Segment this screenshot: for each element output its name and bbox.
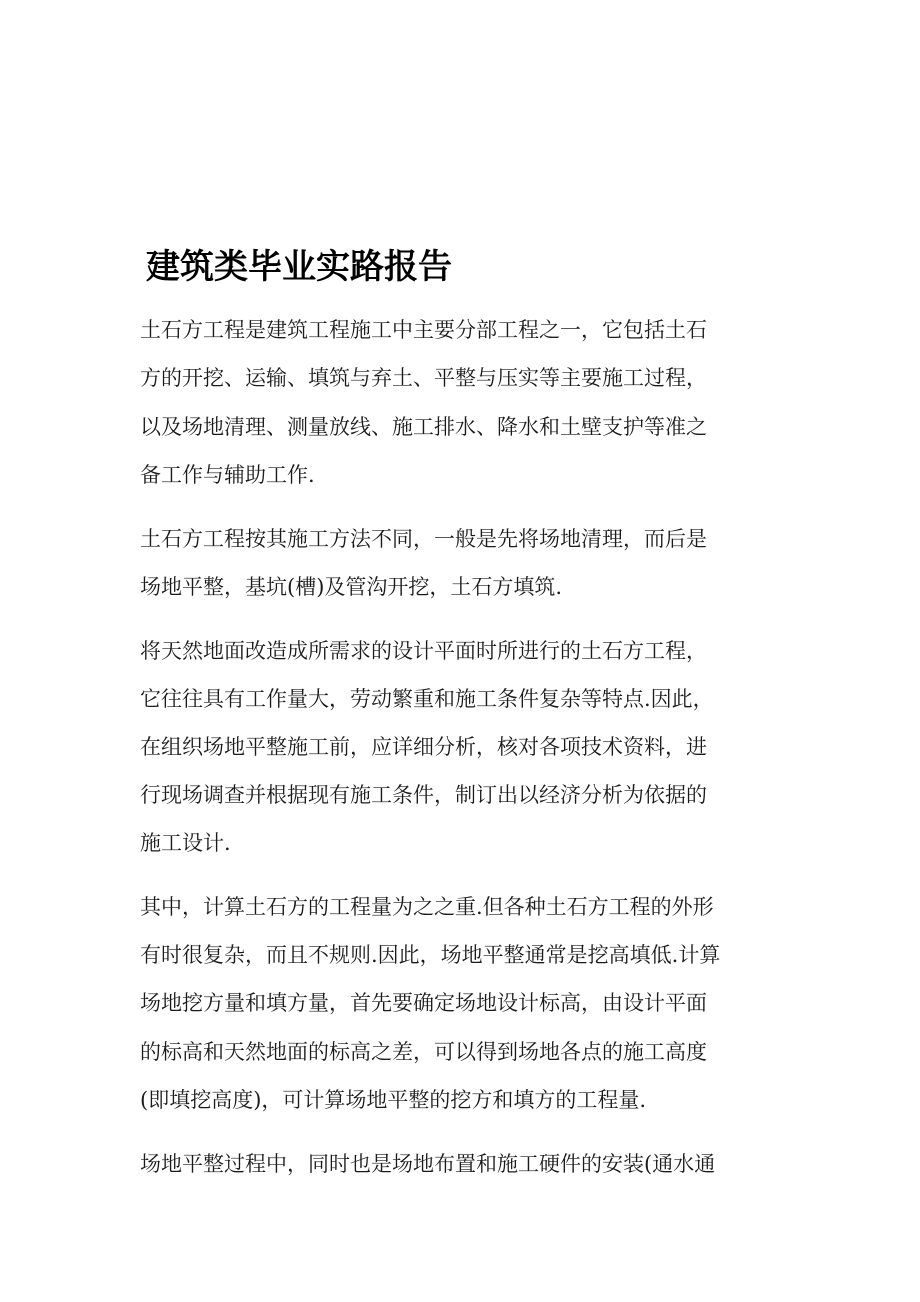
paragraph-3-line-3: 在组织场地平整施工前，应详细分析，核对各项技术资料，进 [140,735,707,759]
paragraph-4-line-2: 有时很复杂，而且不规则.因此，场地平整通常是挖高填低.计算 [140,943,721,967]
paragraph-5-line-1: 场地平整过程中，同时也是场地布置和施工硬件的安装(通水通 [140,1152,716,1176]
paragraph-3-line-5: 施工设计. [140,831,231,855]
paragraph-3-line-2: 它往往具有工作量大，劳动繁重和施工条件复杂等特点.因此， [140,687,714,711]
paragraph-4-line-5: (即填挖高度)，可计算场地平整的挖方和填方的工程量. [140,1088,647,1112]
paragraph-2-line-1: 土石方工程按其施工方法不同，一般是先将场地清理，而后是 [140,527,707,551]
paragraph-4-line-3: 场地挖方量和填方量，首先要确定场地设计标高，由设计平面 [140,991,707,1015]
paragraph-2-line-2: 场地平整，基坑(槽)及管沟开挖，土石方填筑. [140,575,563,599]
paragraph-1-line-3: 以及场地清理、测量放线、施工排水、降水和土壁支护等准之 [140,415,707,439]
document-title: 建筑类毕业实路报告 [146,247,452,287]
paragraph-1-line-4: 备工作与辅助工作. [140,463,315,487]
paragraph-1-line-2: 方的开挖、运输、填筑与弃土、平整与压实等主要施工过程， [140,366,707,390]
paragraph-3-line-1: 将天然地面改造成所需求的设计平面时所进行的土石方工程， [140,639,707,663]
paragraph-4-line-4: 的标高和天然地面的标高之差，可以得到场地各点的施工高度 [140,1040,707,1064]
paragraph-3-line-4: 行现场调查并根据现有施工条件，制订出以经济分析为依据的 [140,783,707,807]
paragraph-4-line-1: 其中，计算土石方的工程量为之之重.但各种土石方工程的外形 [140,895,714,919]
paragraph-1-line-1: 土石方工程是建筑工程施工中主要分部工程之一，它包括土石 [140,318,707,342]
